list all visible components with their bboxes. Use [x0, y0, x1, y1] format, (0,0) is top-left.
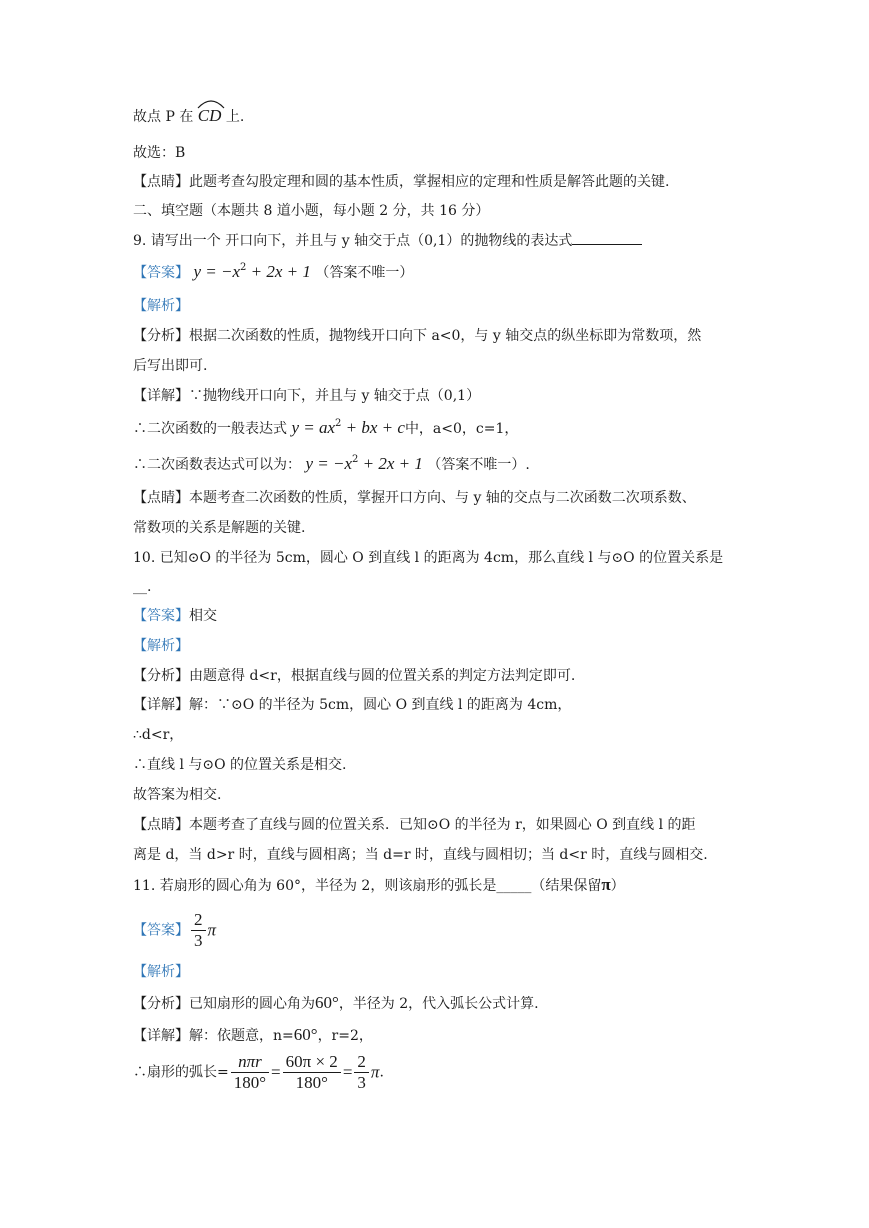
text: ） [610, 878, 625, 894]
analysis-tag: 【解析】 [133, 298, 189, 314]
answer-blank [572, 230, 642, 245]
fraction-1 [231, 1052, 269, 1093]
line-comment-8: 【点睛】此题考查勾股定理和圆的基本性质，掌握相应的定理和性质是解答此题的关键. [133, 174, 670, 190]
q10-analysis: 【分析】由题意得 d<r，根据直线与圆的位置关系的判定方法判定即可. [133, 668, 576, 684]
text: . [379, 1064, 384, 1081]
question-10: 10. 已知⊙O 的半径为 5cm，圆心 O 到直线 l 的距离为 4cm，那么直线 l 与⊙O 的位置关系是 [133, 550, 724, 566]
q10-comment-1: 【点睛】本题考查了直线与圆的位置关系．已知⊙O 的半径为 r，如果圆心 O 到直线 l 的距 [133, 817, 696, 833]
answer-fraction [191, 910, 206, 951]
math: 60° [315, 993, 339, 1012]
q10-comment-2: 离是 d，当 d>r 时，直线与圆相离；当 d=r 时，直线与圆相切；当 d<r 时，直线与圆相交. [133, 847, 708, 863]
q10-step-2: ∴直线 l 与⊙O 的位置关系是相交. [133, 757, 347, 773]
question-11 [133, 875, 625, 896]
pi-symbol: π [207, 920, 217, 940]
q9-analysis-2: 后写出即可. [133, 358, 208, 374]
q10-step-3: 故答案为相交. [133, 787, 222, 803]
pi-symbol: π [370, 1062, 380, 1082]
math: + bx + c [341, 418, 405, 437]
math: y = ax [291, 418, 336, 437]
numerator: nπr [231, 1052, 269, 1073]
math: y = −x [305, 454, 352, 473]
q9-step-2 [133, 454, 530, 475]
q11-detail [133, 1025, 373, 1046]
answer-tag: 【答案】 [133, 265, 189, 281]
line-conclusion [133, 106, 244, 127]
question-10-blank: __. [133, 579, 152, 595]
equals: = [342, 1062, 353, 1082]
text: ，半径为 2，代入弧长公式计算. [338, 996, 539, 1012]
arc-label: CD [197, 106, 222, 125]
text: 故点 P 在 [133, 109, 194, 125]
numerator: 2 [191, 910, 206, 931]
question-text: 11. 若扇形的圆心角为 60°，半径为 2，则该扇形的弧长是_____（结果保留 [133, 878, 602, 894]
equals: = [271, 1062, 281, 1082]
answer-11 [133, 910, 216, 951]
answer-note: （答案不唯一） [315, 265, 414, 281]
text: 【分析】已知扇形的圆心角为 [133, 996, 315, 1012]
pi-symbol: π [601, 875, 611, 894]
q9-comment-1: 【点睛】本题考查二次函数的性质，掌握开口方向、与 y 轴的交点与二次函数二次项系数、 [133, 490, 696, 506]
analysis-tag: 【解析】 [133, 964, 189, 980]
math: + 2x + 1 [358, 454, 423, 473]
fraction-2 [283, 1052, 341, 1093]
q9-analysis-1: 【分析】根据二次函数的性质，抛物线开口向下 a<0，与 y 轴交点的纵坐标即为常数项，然 [133, 328, 702, 344]
answer-10 [133, 606, 217, 626]
answer-9 [133, 262, 413, 283]
q11-analysis [133, 993, 539, 1014]
line-choice: 故选：B [133, 145, 186, 161]
q9-comment-2: 常数项的关系是解题的关键. [133, 520, 306, 536]
question-text: 9. 请写出一个 开口向下，并且与 y 轴交于点（0,1）的抛物线的表达式 [133, 233, 573, 249]
answer-tag: 【答案】 [133, 922, 189, 939]
analysis-tag: 【解析】 [133, 638, 189, 654]
denominator: 3 [194, 931, 203, 950]
q9-detail: 【详解】∵抛物线开口向下，并且与 y 轴交于点（0,1） [133, 388, 481, 404]
text: （答案不唯一）. [427, 457, 530, 473]
math: = −x [201, 262, 240, 281]
q10-detail: 【详解】解：∵⊙O 的半径为 5cm，圆心 O 到直线 l 的距离为 4cm， [133, 697, 572, 713]
numerator: 60π × 2 [283, 1052, 341, 1073]
denominator: 180° [295, 1073, 328, 1092]
answer-value: 相交 [189, 608, 217, 624]
arc-symbol [196, 97, 226, 109]
text: 上. [225, 109, 245, 125]
text: ∴二次函数表达式可以为： [133, 457, 301, 473]
text: 【详解】解：依题意，n= [133, 1028, 294, 1044]
math: 60° [293, 1025, 318, 1044]
arc-cd [198, 106, 222, 127]
text: ，r=2， [317, 1028, 373, 1044]
fraction-3 [354, 1052, 369, 1093]
math-sup: 2 [335, 418, 342, 429]
section-heading: 二、填空题（本题共 8 道小题，每小题 2 分，共 16 分） [133, 203, 490, 219]
math-sup: 2 [240, 262, 247, 273]
text: 中，a<0，c=1， [404, 421, 519, 437]
denominator: 180° [233, 1073, 267, 1092]
q11-result [133, 1052, 384, 1093]
question-9 [133, 230, 642, 251]
answer-tag: 【答案】 [133, 608, 189, 624]
math-sup: 2 [352, 454, 359, 465]
numerator: 2 [354, 1052, 369, 1073]
q10-step-1: ∴d<r， [133, 727, 184, 743]
text: ∴二次函数的一般表达式 [133, 421, 287, 437]
denominator: 3 [357, 1073, 366, 1092]
math: + 2x + 1 [246, 262, 311, 281]
q9-step-1 [133, 418, 518, 439]
text: ∴扇形的弧长= [133, 1064, 229, 1081]
math: y [193, 262, 201, 281]
